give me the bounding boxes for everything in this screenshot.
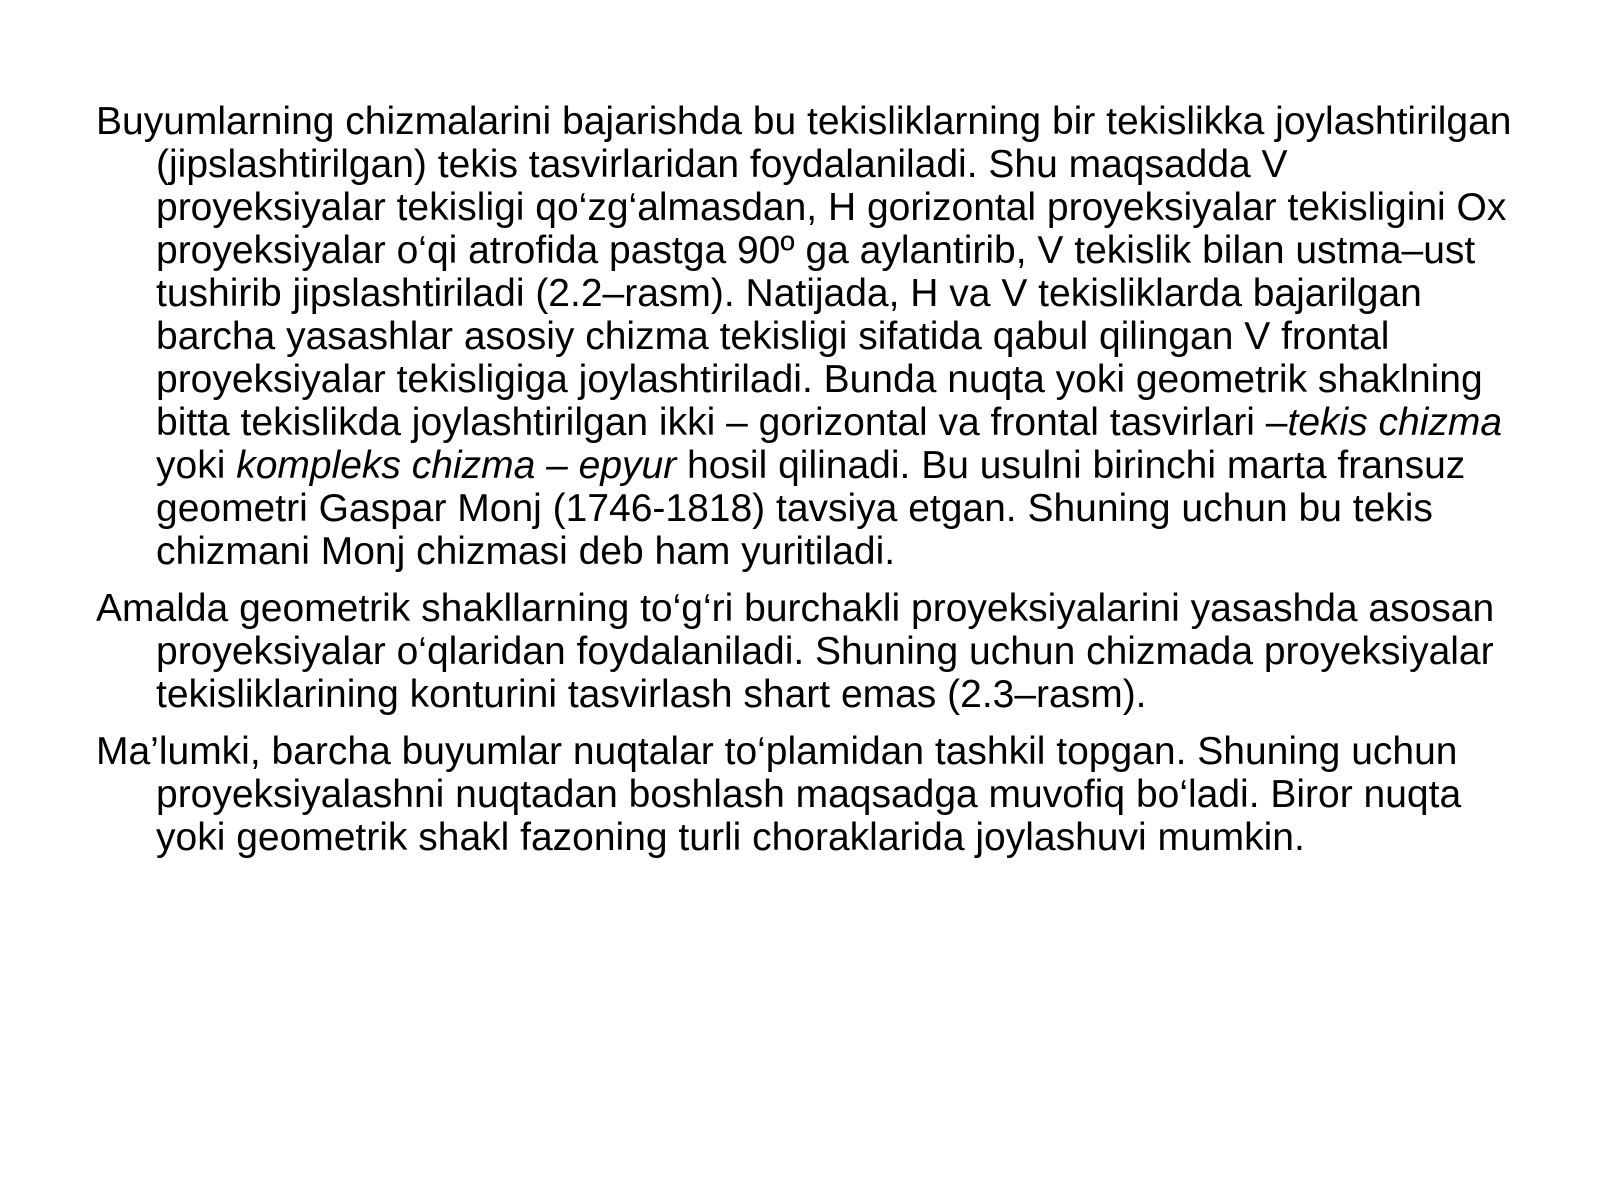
paragraph-text: yoki <box>156 444 237 487</box>
paragraph-text: Ma’lumki, barcha buyumlar nuqtalar to‘plamidan tashkil topgan. Shuning uchun proyeksiyalashni nuqtadan boshlash maqsadga muvofiq bo‘ladi. Biror nuqta yoki geometrik shakl fazoning turli choraklarida joylashuvi mumkin. <box>96 730 1462 859</box>
paragraph-projection-axes <box>96 587 1516 716</box>
paragraph-text: Buyumlarning chizmalarini bajarishda bu tekisliklarning bir tekislikka joylashtirilgan (jipslashtirilgan) tekis tasvirlaridan foydalaniladi. Shu maqsadda V proyeksiyalar tekisligi qo‘zg‘almasdan, H gorizontal proyeksiyalar tekisligini Ox proyeksiyalar o‘qi atrofida pastga 90º ga aylantirib, V tekislik bilan ustma–ust tushirib jipslashtiriladi (2.2–rasm). Natijada, H va V tekisliklarda bajarilgan barcha yasashlar asosiy chizma tekisligi sifatida qabul qilingan V frontal proyeksiyalar tekisligiga joylashtiriladi. Bunda nuqta yoki geometrik shaklning bitta tekislikda joylashtirilgan ikki – gorizontal va frontal tasvirlari – <box>96 100 1512 444</box>
paragraph-monge-projection <box>96 100 1516 573</box>
paragraph-text: hosil qilinadi. Bu usulni birinchi marta fransuz geometri Gaspar Monj (1746-1818) tavsiya etgan. Shuning uchun bu tekis chizmani Monj chizmasi deb ham yuritiladi. <box>156 444 1466 573</box>
body-text <box>96 100 1516 873</box>
italic-term-kompleks-chizma: kompleks chizma – epyur <box>236 444 677 487</box>
paragraph-text: Amalda geometrik shakllarning to‘g‘ri burchakli proyeksiyalarini yasashda asosan proyeksiyalar o‘qlaridan foydalaniladi. Shuning uchun chizmada proyeksiyalar tekisliklarining konturini tasvirlash shart emas (2.3–rasm). <box>96 587 1495 716</box>
paragraph-points <box>96 730 1516 859</box>
italic-term-tekis-chizma: tekis chizma <box>1287 401 1503 444</box>
